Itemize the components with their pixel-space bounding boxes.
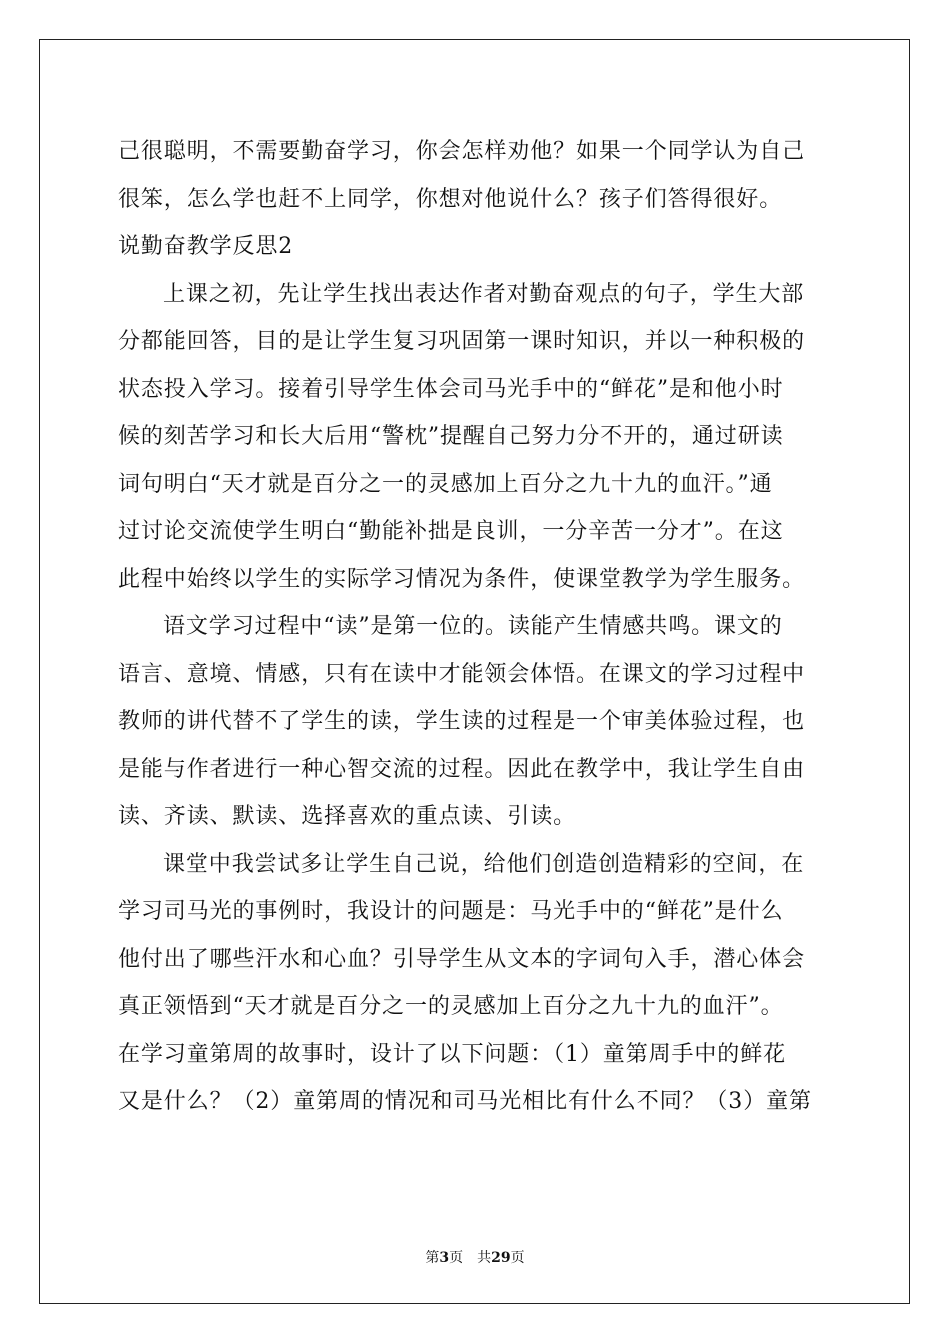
text-line: 又是什么？（2）童第周的情况和司马光相比有什么不同？（3）童第 (118, 1089, 812, 1114)
page-suffix: 页 (449, 1250, 464, 1266)
document-body (118, 128, 834, 1126)
text-line: 是能与作者进行一种心智交流的过程。因此在教学中，我让学生自由 (118, 756, 806, 782)
text-line: 此程中始终以学生的实际学习情况为条件，使课堂教学为学生服务。 (118, 566, 806, 592)
section-heading: 说勤奋教学反思2 (118, 234, 294, 259)
text-line: 教师的讲代替不了学生的读，学生读的过程是一个审美体验过程，也 (118, 709, 806, 734)
text-line: 真正领悟到“天才就是百分之一的灵感加上百分之九十九的血汗”。 (118, 994, 784, 1019)
text-line: 他付出了哪些汗水和心血？引导学生从文本的字词句入手，潜心体会 (118, 946, 806, 972)
paragraph-start: 课堂中我尝试多让学生自己说，给他们创造创造精彩的空间，在 (163, 851, 805, 877)
text-line: 词句明白“天才就是百分之一的灵感加上百分之九十九的血汗。”通 (118, 471, 773, 497)
total-pages: 29 (491, 1250, 511, 1266)
text-line: 分都能回答，目的是让学生复习巩固第一课时知识，并以一种积极的 (118, 329, 806, 354)
page-footer (0, 1248, 950, 1268)
total-prefix: 共 (477, 1250, 492, 1266)
text-line: 读、齐读、默读、选择喜欢的重点读、引读。 (118, 804, 577, 829)
total-suffix: 页 (510, 1250, 525, 1266)
text-line: 学习司马光的事例时，我设计的问题是：马光手中的“鲜花”是什么 (118, 899, 784, 924)
text-line: 语言、意境、情感，只有在读中才能领会体悟。在课文的学习过程中 (118, 661, 806, 687)
text-line: 状态投入学习。接着引导学生体会司马光手中的“鲜花”是和他小时 (118, 376, 784, 402)
paragraph-start: 语文学习过程中“读”是第一位的。读能产生情感共鸣。课文的 (163, 614, 783, 639)
page-prefix: 第 (425, 1250, 440, 1266)
text-line: 候的刻苦学习和长大后用“警枕”提醒自己努力分不开的，通过研读 (118, 424, 784, 449)
paragraph-start: 上课之初，先让学生找出表达作者对勤奋观点的句子，学生大部 (163, 281, 805, 307)
text-line: 己很聪明，不需要勤奋学习，你会怎样劝他？如果一个同学认为自己 (118, 139, 806, 164)
text-line: 在学习童第周的故事时，设计了以下问题：（1）童第周手中的鲜花 (118, 1041, 786, 1067)
text-line: 很笨，怎么学也赶不上同学，你想对他说什么？孩子们答得很好。 (118, 186, 783, 212)
text-line: 过讨论交流使学生明白“勤能补拙是良训，一分辛苦一分才”。在这 (118, 519, 784, 544)
page-number: 3 (439, 1250, 450, 1266)
